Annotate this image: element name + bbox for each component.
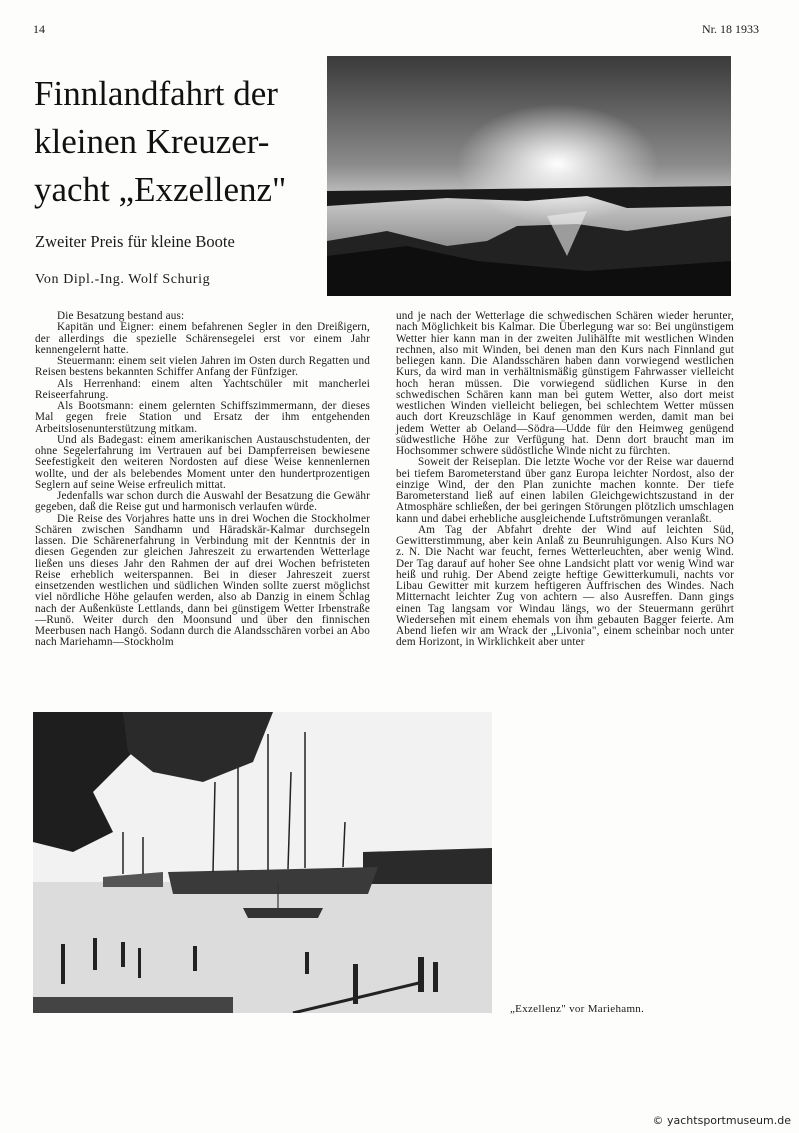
text-column-left [35,311,370,649]
paragraph: Und als Badegast: einem amerikanischen Austauschstudenten, der ohne Segelerfahrung im Vertrauen auf bei Dampferreisen bewiesene Seefestigkeit den weiteren Nordosten auf diese Weise kennenlernen wollte, und der als belebendes Moment unter den hundertprozentigen Seglern auf seine Weise erfreulich mittat. [35,433,370,491]
issue-number: Nr. 18 1933 [702,22,759,36]
paragraph: und je nach der Wetterlage die schwedischen Schären wieder herunter, nach Möglichkeit bis Kalmar. Die Überlegung war so: Bei ungünstigem Wetter hier kann man in der zweiten Julihälfte mit westlichen Winden rechnen, also mit Winden, bei denen man den Kurs nach Finnland gut beliegen kann. Die Alandsschären haben dann vorwiegend westlichen Kurs, da wird man in verhältnismäßig günstigem Fahrwasser vielleicht hoch heran müssen. Die vorwiegend südlichen Kurse in den schwedischen Schären kann man bei gutem Wetter, also dort meist westlichen Winden vielleicht beliegen, bei schlechtem Wetter müssen auch dort Kreuzschläge in Kauf genommen werden, damit man bei jedem Wetter ab Oeland—Södra—Udde für den Heimweg genügend südwestliche Höhe zur Verfügung hat. Denn dort braucht man im Hochsommer schwere südöstliche Winde nicht zu fürchten. [396,310,734,457]
paragraph: Die Besatzung bestand aus: [57,310,185,322]
paragraph: Jedenfalls war schon durch die Auswahl der Besatzung die Gewähr gegeben, daß die Reise gut und harmonisch verlaufen würde. [35,490,370,514]
article-subtitle: Zweiter Preis für kleine Boote [35,232,235,251]
paragraph: Am Tag der Abfahrt drehte der Wind auf leichten Süd, Gewitterstimmung, aber kein Anlaß zu Beunruhigungen. Also Kurs NO z. N. Die Nacht war feucht, fernes Wetterleuchten, aber wenig Wind. Der Tag darauf auf hoher See ohne Landsicht platt vor wenig Wind war heiß und ruhig. Der Abend zeigte heftige Gewitterkumuli, nachts vor Libau Gewitter mit kurzem heftigeren Auffrischen des Windes. Nach Mitternacht leichter Zug von achtern — also Ausreffen. Dann gings einen Tag langsam vor Windau längs, wo der Steuermann gerührt Wiedersehen mit einem ehemals von ihm gebauten Bagger feierte. Am Abend liefen wir am Wrack der „Livonia", einem scheinbar noch unter dem Horizont, in Wirklichkeit aber unter [396,523,734,649]
article-author: Von Dipl.-Ing. Wolf Schurig [35,272,211,287]
paragraph: Kapitän und Eigner: einem befahrenen Segler in den Dreißigern, der allerdings die spezielle Schärensegelei erst vor einem Jahr kennengelernt hatte. [35,321,370,356]
sunset-photo [327,56,731,296]
photo-caption: „Exzellenz" vor Mariehamn. [510,1003,645,1015]
paragraph: Als Bootsmann: einem gelernten Schiffszimmermann, der dieses Mal gegen freie Station und Ersatz der ihm entgehenden Arbeitslosenunterstützung mitkam. [35,400,370,435]
paragraph: Steuermann: einem seit vielen Jahren im Osten durch Regatten und Reisen bestens bekannten Schiffer Anfang der Fünfziger. [35,355,370,379]
watermark: © yachtsportmuseum.de [652,1114,791,1127]
harbor-photo [33,712,492,1013]
paragraph: Soweit der Reiseplan. Die letzte Woche vor der Reise war dauernd bei tiefem Barometerstand über ganz Europa leichter Nordost, also der einzige Wind, der den Plan zunichte machen konnte. Der tiefe Barometerstand ließ auf einen labilen Gleichgewichtszustand in der Atmosphäre schließen, der bei geringen Störungen plötzlich umschlagen kann und dabei erhebliche ausgleichende Luftströmungen veranlaßt. [396,456,734,525]
article-title: Finnlandfahrt der kleinen Kreuzer-yacht „Exzellenz" [34,74,287,209]
page-number: 14 [33,22,45,36]
paragraph: Als Herrenhand: einem alten Yachtschüler mit mancherlei Reiseerfahrung. [35,377,370,401]
paragraph: Die Reise des Vorjahres hatte uns in drei Wochen die Stockholmer Schären zwischen Sandhamn und Häradskär-Kalmar durchsegeln lassen. Die Schärenerfahrung in Verbindung mit der Kenntnis der in diesen Gegenden zur gleichen Jahreszeit zu erwartenden Wetterlage ließen uns dieses Jahr den Rahmen der auf drei Wochen befristeten Reise erheblich weiterspannen. Bei in dieser Jahreszeit zuerst einsetzenden westlichen und südlichen Winden sollte zuerst möglichst viel nördliche Höhe gelaufen werden, also ab Danzig in einem Schlag nach der Außenküste Lettlands, dann bei günstigem Wetter Irbenstraße—Runö. Weiter durch den Moonsund und über den finnischen Meerbusen nach Hangö. Sodann durch die Alandsschären vorbei an Abo nach Mariehamn—Stockholm [35,512,370,649]
text-column-right [396,311,734,649]
